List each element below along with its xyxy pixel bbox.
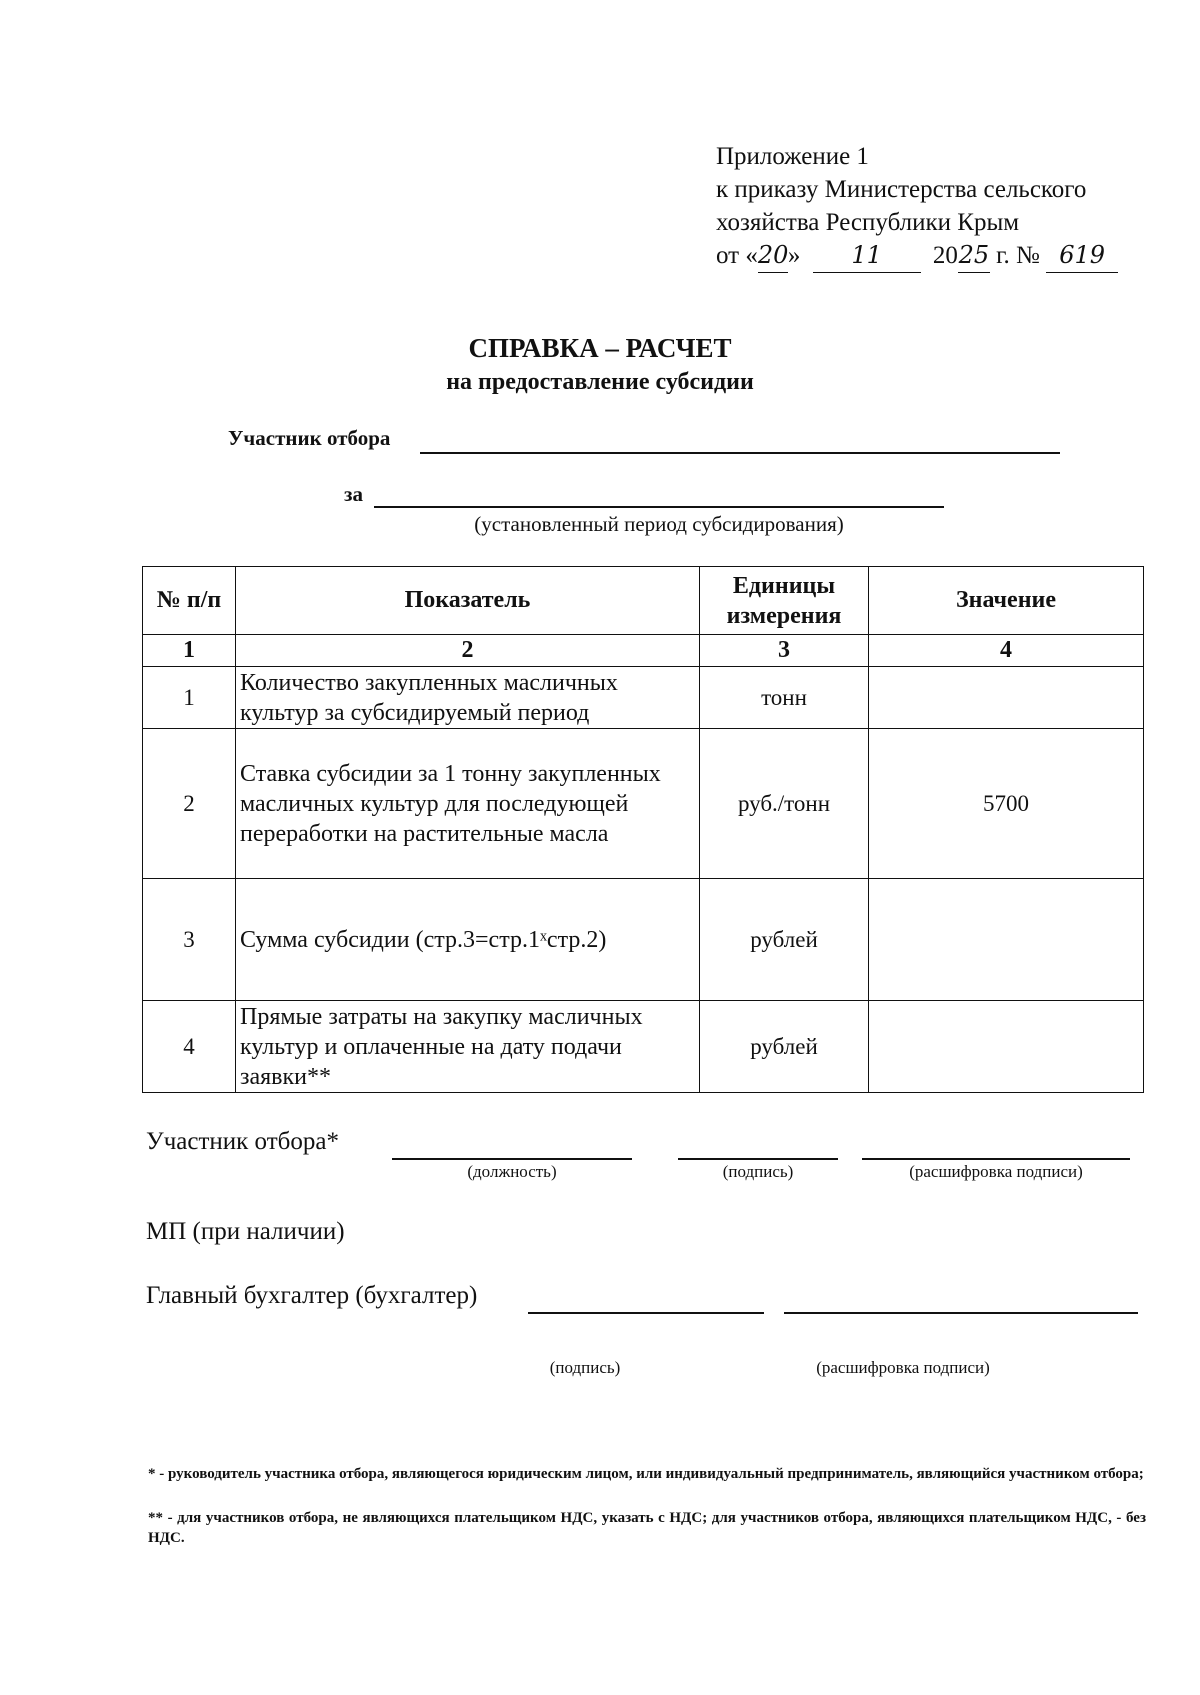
- row-unit: тонн: [700, 667, 869, 729]
- row-indicator: Сумма субсидии (стр.3=стр.1ˣстр.2): [236, 879, 700, 1001]
- stamp-label: МП (при наличии): [146, 1218, 345, 1245]
- order-number: 619: [1046, 239, 1118, 273]
- row-indicator: Ставка субсидии за 1 тонну закупленных масличных культур для последующей переработки на растительные масла: [236, 729, 700, 879]
- participant-field[interactable]: [420, 426, 1060, 454]
- date-day-close: »: [787, 242, 801, 269]
- order-day: 20: [758, 239, 788, 273]
- accountant-decode-field[interactable]: [784, 1284, 1138, 1314]
- table-header-row: [143, 567, 1144, 635]
- calculation-table: [142, 566, 1144, 1093]
- table-row: [143, 879, 1144, 1001]
- col-num-4: 4: [869, 635, 1144, 667]
- position-hint: (должность): [467, 1162, 557, 1181]
- position-field[interactable]: [392, 1130, 632, 1160]
- appendix-header: [716, 140, 1118, 273]
- document-subtitle: на предоставление субсидии: [446, 369, 754, 395]
- year-g: г. №: [996, 242, 1040, 269]
- accountant-decode-hint: (расшифровка подписи): [816, 1358, 990, 1377]
- row-number: 2: [143, 729, 236, 879]
- decode-hint: (расшифровка подписи): [909, 1162, 1083, 1181]
- table-row: [143, 729, 1144, 879]
- appendix-line-2: к приказу Министерства сельского: [716, 176, 1087, 203]
- row-indicator: Прямые затраты на закупку масличных культур и оплаченные на дату подачи заявки**: [236, 1001, 700, 1093]
- row-unit: рублей: [700, 1001, 869, 1093]
- row-number: 3: [143, 879, 236, 1001]
- row-value[interactable]: [869, 1001, 1144, 1093]
- row-unit: руб./тонн: [700, 729, 869, 879]
- signature-decode-field[interactable]: [862, 1130, 1130, 1160]
- accountant-label: Главный бухгалтер (бухгалтер): [146, 1282, 478, 1309]
- appendix-title: Приложение 1: [716, 143, 869, 170]
- row-number: 4: [143, 1001, 236, 1093]
- header-indicator: Показатель: [236, 567, 700, 635]
- participant-label: Участник отбора: [228, 426, 391, 450]
- col-num-3: 3: [700, 635, 869, 667]
- accountant-signature-field[interactable]: [528, 1284, 764, 1314]
- table-row: [143, 1001, 1144, 1093]
- header-unit: Единицы измерения: [700, 567, 869, 635]
- table-row: [143, 667, 1144, 729]
- order-month: 11: [813, 239, 921, 273]
- order-year: 25: [958, 239, 990, 273]
- year-prefix: 20: [932, 242, 958, 269]
- accountant-signature-hint: (подпись): [549, 1358, 621, 1377]
- row-indicator: Количество закупленных масличных культур за субсидируемый период: [236, 667, 700, 729]
- footnote-1: * - руководитель участника отбора, являющегося юридическим лицом, или индивидуальный предприниматель, являющийся участником отбора;: [148, 1466, 1144, 1482]
- signature-field[interactable]: [678, 1130, 838, 1160]
- appendix-line-3: хозяйства Республики Крым: [716, 209, 1020, 236]
- period-field[interactable]: [374, 480, 944, 508]
- header-value: Значение: [869, 567, 1144, 635]
- column-number-row: [143, 635, 1144, 667]
- document-title: СПРАВКА – РАСЧЕТ: [468, 333, 732, 363]
- footnote-2: ** - для участников отбора, не являющихся плательщиком НДС, указать с НДС; для участников отбора, являющихся плательщиком НДС, - без НДС.: [148, 1510, 1146, 1546]
- row-value[interactable]: 5700: [869, 729, 1144, 879]
- period-label: за: [344, 482, 363, 506]
- order-date-line: [716, 239, 1118, 273]
- col-num-2: 2: [236, 635, 700, 667]
- col-num-1: 1: [143, 635, 236, 667]
- signature-hint: (подпись): [722, 1162, 794, 1181]
- row-unit: рублей: [700, 879, 869, 1001]
- header-number: № п/п: [143, 567, 236, 635]
- row-value[interactable]: [869, 879, 1144, 1001]
- row-value[interactable]: [869, 667, 1144, 729]
- date-prefix: от «: [716, 242, 758, 269]
- signature-participant-label: Участник отбора*: [146, 1128, 339, 1155]
- row-number: 1: [143, 667, 236, 729]
- period-hint: (установленный период субсидирования): [474, 512, 844, 536]
